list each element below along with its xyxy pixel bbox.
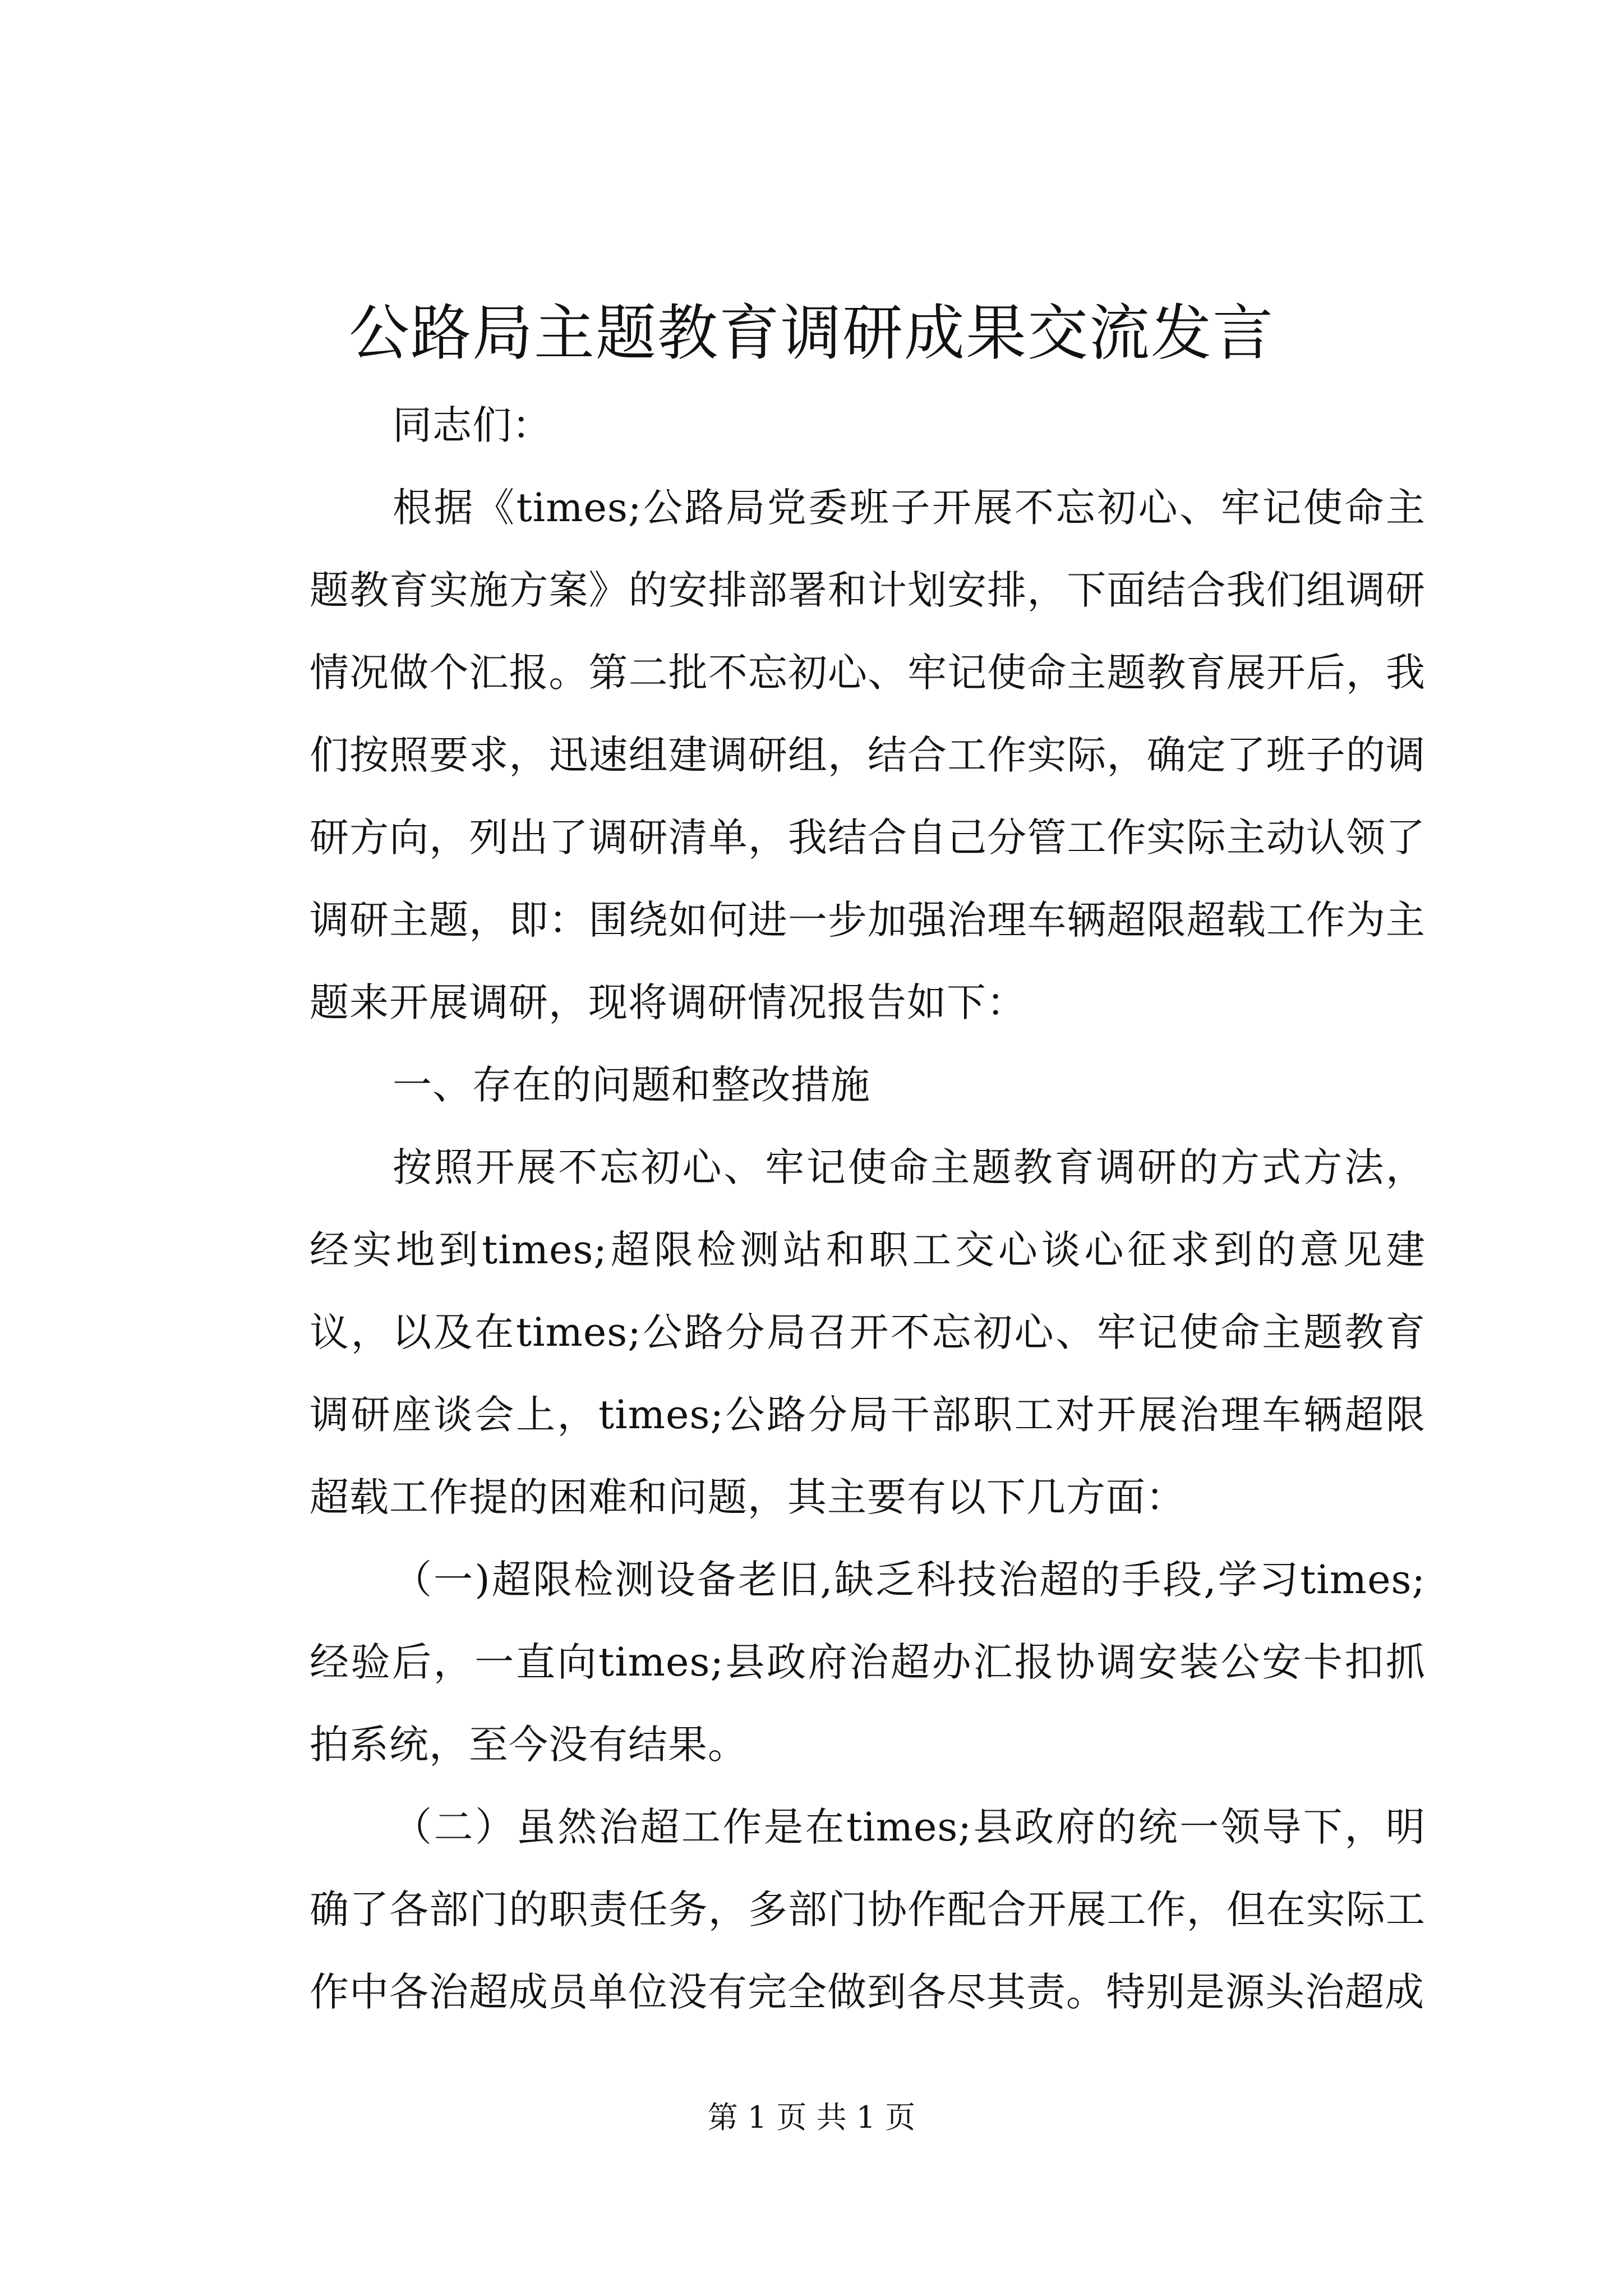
page-footer: 第 1 页 共 1 页 [707, 2100, 916, 2135]
problem-item-1: （一)超限检测设备老旧,缺乏科技治超的手段,学习times;经验后，一直向times;县政府治超办汇报协调安装公安卡扣抓拍系统，至今没有结果。 [310, 1557, 1426, 1768]
problem-item-2: （二）虽然治超工作是在times;县政府的统一领导下，明确了各部门的职责任务，多部门协作配合开展工作，但在实际工作中各治超成员单位没有完全做到各尽其责。特别是源头治超成 [310, 1804, 1426, 2015]
document-title: 公路局主题教育调研成果交流发言 [348, 298, 1274, 369]
problems-paragraph: 按照开展不忘初心、牢记使命主题教育调研的方式方法，经实地到times;超限检测站和职工交心谈心征求到的意见建议，以及在times;公路分局召开不忘初心、牢记使命主题教育调研座谈会上，times;公路分局干部职工对开展治理车辆超限超载工作提的困难和问题，其主要有以下几方面： [310, 1144, 1426, 1520]
salutation-paragraph: 同志们： [393, 402, 552, 448]
intro-paragraph: 根据《times;公路局党委班子开展不忘初心、牢记使命主题教育实施方案》的安排部署和计划安排，下面结合我们组调研情况做个汇报。第二批不忘初心、牢记使命主题教育展开后，我们按照要求，迅速组建调研组，结合工作实际，确定了班子的调研方向，列出了调研清单，我结合自己分管工作实际主动认领了调研主题，即：围绕如何进一步加强治理车辆超限超载工作为主题来开展调研，现将调研情况报告如下： [310, 485, 1426, 1025]
document-body [310, 384, 1426, 2033]
section-heading: 一、存在的问题和整改措施 [393, 1062, 870, 1108]
